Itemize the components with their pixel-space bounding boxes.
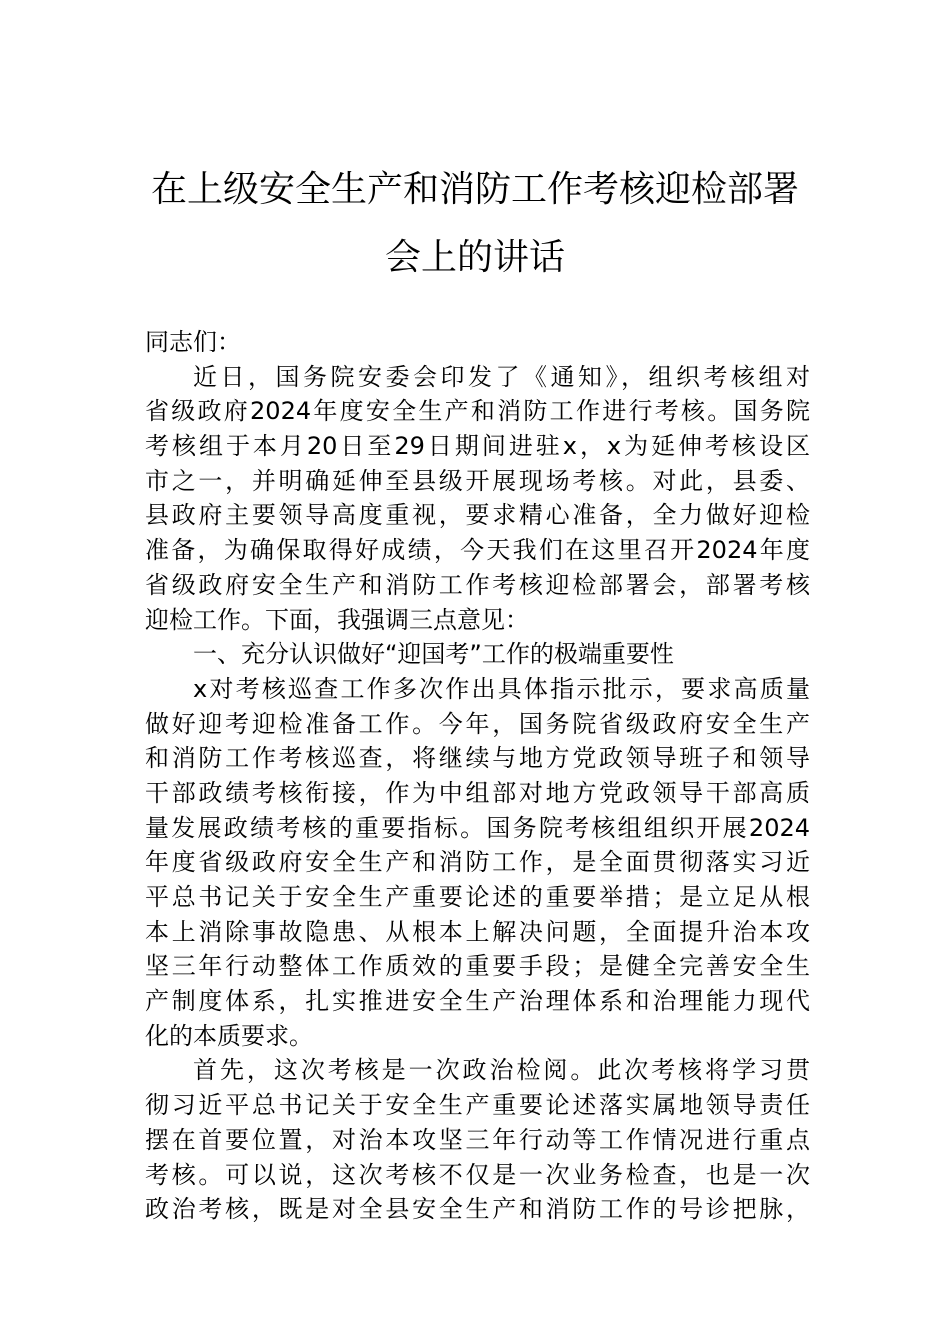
paragraph-line: 年度省级政府安全生产和消防工作，是全面贯彻落实习近 (145, 848, 810, 877)
paragraph-line: 首先，这次考核是一次政治检阅。此次考核将学习贯 (193, 1056, 810, 1085)
paragraph-line: 考核组于本月20日至29日期间进驻x，x为延伸考核设区 (145, 432, 810, 461)
document-title-line-2: 会上的讲话 (384, 237, 565, 278)
paragraph-line: 化的本质要求。 (145, 1021, 313, 1050)
paragraph-line: 县政府主要领导高度重视，要求精心准备，全力做好迎检 (145, 501, 810, 530)
document-body (145, 325, 810, 1227)
paragraph-line: 政治考核，既是对全县安全生产和消防工作的号诊把脉， (145, 1195, 810, 1224)
paragraph-line: 本上消除事故隐患、从根本上解决问题，全面提升治本攻 (145, 917, 810, 946)
paragraph-line: 近日，国务院安委会印发了《通知》，组织考核组对 (193, 362, 810, 391)
paragraph-line: 摆在首要位置，对治本攻坚三年行动等工作情况进行重点 (145, 1125, 810, 1154)
paragraph-line: 考核。可以说，这次考核不仅是一次业务检查，也是一次 (145, 1160, 810, 1189)
paragraph-line: 省级政府2024年度安全生产和消防工作进行考核。国务院 (145, 397, 810, 426)
paragraph-line: 坚三年行动整体工作质效的重要手段；是健全完善安全生 (145, 952, 810, 981)
section-heading: 一、充分认识做好“迎国考”工作的极端重要性 (193, 640, 674, 669)
paragraph-line: 平总书记关于安全生产重要论述的重要举措；是立足从根 (145, 883, 810, 911)
paragraph-line: 彻习近平总书记关于安全生产重要论述落实属地领导责任 (145, 1091, 810, 1120)
paragraph-line: 迎检工作。下面，我强调三点意见： (145, 605, 529, 634)
paragraph-line: 产制度体系，扎实推进安全生产治理体系和治理能力现代 (145, 987, 810, 1016)
salutation: 同志们： (145, 328, 241, 356)
paragraph-line: 市之一，并明确延伸至县级开展现场考核。对此，县委、 (145, 466, 810, 495)
paragraph-line: 省级政府安全生产和消防工作考核迎检部署会，部署考核 (145, 570, 810, 599)
paragraph-line: x对考核巡查工作多次作出具体指示批示，要求高质量 (193, 674, 810, 703)
paragraph-line: 量发展政绩考核的重要指标。国务院考核组组织开展2024 (145, 813, 810, 842)
paragraph-line: 准备，为确保取得好成绩，今天我们在这里召开2024年度 (145, 536, 810, 565)
paragraph-line: 和消防工作考核巡查，将继续与地方党政领导班子和领导 (145, 744, 810, 773)
paragraph-line: 做好迎考迎检准备工作。今年，国务院省级政府安全生产 (145, 709, 810, 738)
paragraph-line: 干部政绩考核衔接，作为中组部对地方党政领导干部高质 (145, 778, 810, 807)
document-title-line-1: 在上级安全生产和消防工作考核迎检部署 (150, 169, 799, 210)
